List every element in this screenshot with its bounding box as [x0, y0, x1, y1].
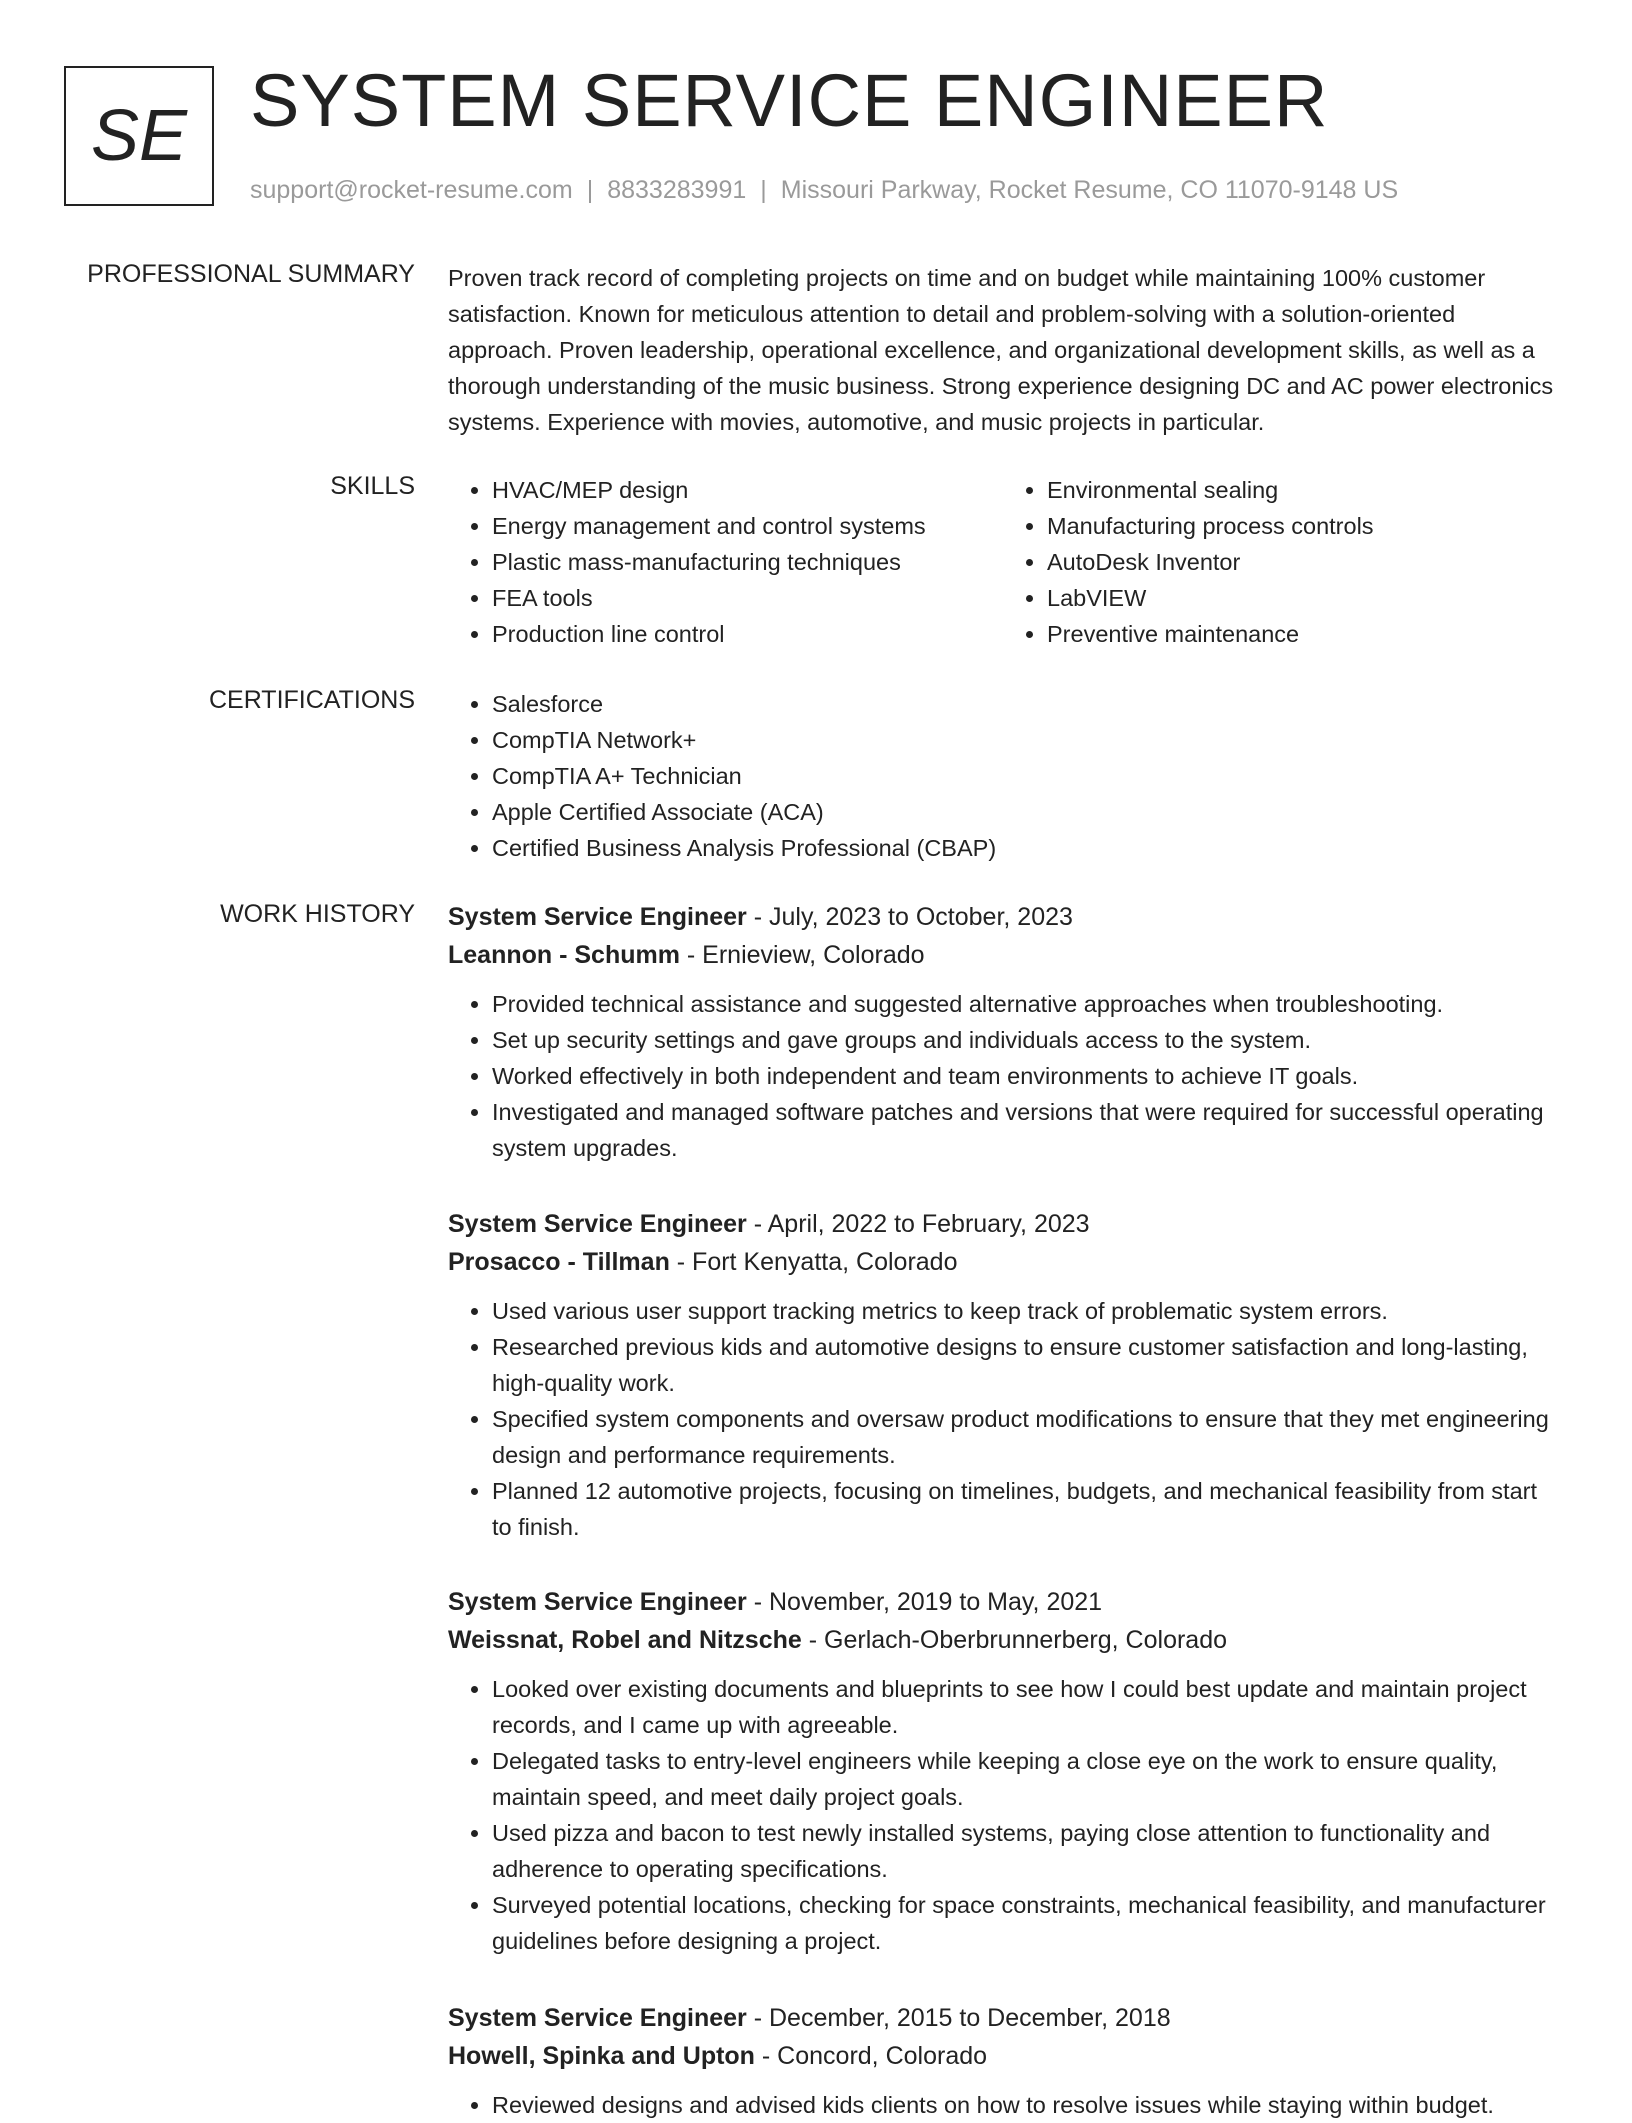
page-title: SYSTEM SERVICE ENGINEER [250, 59, 1329, 142]
job-bullet: • Worked effectively in both independent and team environments to achieve IT goals. [492, 1058, 1558, 1094]
job-company: Prosacco - Tillman [448, 1248, 670, 1276]
job-bullets [448, 1671, 1558, 1959]
job-bullets [448, 2087, 1558, 2123]
job-dates: - December, 2015 to December, 2018 [746, 2004, 1171, 2032]
certification-item: • Certified Business Analysis Professional (CBAP) [492, 830, 1558, 866]
job-bullet: • Researched previous kids and automotive designs to ensure customer satisfaction and long-lasting, high-quality work. [492, 1329, 1558, 1401]
job-title-line [448, 898, 1558, 936]
job-entry [448, 1999, 1558, 2123]
job-company-line [448, 936, 1558, 974]
job-bullet: • Investigated and managed software patches and versions that were required for successful operating system upgrades. [492, 1094, 1558, 1166]
job-entry [448, 1583, 1558, 1959]
contact-email: support@rocket-resume.com [250, 176, 573, 204]
skill-item: • Energy management and control systems [492, 508, 1003, 544]
job-title-line [448, 1205, 1558, 1243]
certification-item: • Apple Certified Associate (ACA) [492, 794, 1558, 830]
job-bullets [448, 986, 1558, 1166]
contact-address: Missouri Parkway, Rocket Resume, CO 11070-9148 US [780, 176, 1399, 204]
skill-item: • Environmental sealing [1047, 472, 1558, 508]
skill-item: • Plastic mass-manufacturing techniques [492, 544, 1003, 580]
job-role: System Service Engineer [448, 1210, 747, 1238]
job-entry [448, 898, 1558, 1166]
contact-separator: | [586, 176, 594, 204]
contact-line [250, 176, 1398, 205]
certification-item: • Salesforce [492, 686, 1558, 722]
skills-columns [448, 472, 1558, 652]
job-company: Weissnat, Robel and Nitzsche [448, 1626, 802, 1654]
skill-item: • Production line control [492, 616, 1003, 652]
job-dates: - July, 2023 to October, 2023 [746, 903, 1073, 931]
section-label-summary: PROFESSIONAL SUMMARY [87, 260, 415, 288]
contact-separator: | [760, 176, 767, 204]
job-location: - Gerlach-Oberbrunnerberg, Colorado [801, 1626, 1228, 1654]
section-label-work-history: WORK HISTORY [220, 900, 415, 928]
skill-item: • HVAC/MEP design [492, 472, 1003, 508]
job-dates: - April, 2022 to February, 2023 [746, 1210, 1090, 1238]
job-company-line [448, 1243, 1558, 1281]
job-company: Howell, Spinka and Upton [448, 2042, 755, 2070]
monogram: SE [64, 66, 214, 206]
job-bullet: • Used various user support tracking metrics to keep track of problematic system errors. [492, 1293, 1558, 1329]
job-entry [448, 1205, 1558, 1545]
job-bullet: • Set up security settings and gave groups and individuals access to the system. [492, 1022, 1558, 1058]
skill-item: • Manufacturing process controls [1047, 508, 1558, 544]
job-bullets [448, 1293, 1558, 1545]
skills-list-right [1003, 472, 1558, 652]
skill-item: • LabVIEW [1047, 580, 1558, 616]
job-bullet: • Looked over existing documents and blueprints to see how I could best update and maintain project records, and I came up with agreeable. [492, 1671, 1558, 1743]
job-title-line [448, 1999, 1558, 2037]
job-bullet: • Surveyed potential locations, checking for space constraints, mechanical feasibility, and manufacturer guidelines before designing a project. [492, 1887, 1558, 1959]
job-bullet: • Planned 12 automotive projects, focusing on timelines, budgets, and mechanical feasibility from start to finish. [492, 1473, 1558, 1545]
job-bullet: • Delegated tasks to entry-level engineers while keeping a close eye on the work to ensure quality, maintain speed, and meet daily project goals. [492, 1743, 1558, 1815]
certifications-list [448, 686, 1558, 866]
job-role: System Service Engineer [448, 2004, 747, 2032]
job-bullet: • Provided technical assistance and suggested alternative approaches when troubleshooting. [492, 986, 1558, 1022]
job-location: - Concord, Colorado [754, 2042, 988, 2070]
skill-item: • Preventive maintenance [1047, 616, 1558, 652]
certification-item: • CompTIA A+ Technician [492, 758, 1558, 794]
job-dates: - November, 2019 to May, 2021 [746, 1588, 1103, 1616]
job-company: Leannon - Schumm [448, 941, 680, 969]
skills-list-left [448, 472, 1003, 652]
contact-phone: 8833283991 [607, 176, 747, 204]
section-label-certifications: CERTIFICATIONS [208, 686, 415, 714]
certification-item: • CompTIA Network+ [492, 722, 1558, 758]
job-bullet: • Used pizza and bacon to test newly installed systems, paying close attention to functionality and adherence to operating specifications. [492, 1815, 1558, 1887]
job-bullet: • Reviewed designs and advised kids clients on how to resolve issues while staying within budget. [492, 2087, 1558, 2123]
job-company-line [448, 1621, 1558, 1659]
job-company-line [448, 2037, 1558, 2075]
summary-text: Proven track record of completing projects on time and on budget while maintaining 100% customer satisfaction. Known for meticulous attention to detail and problem-solving with a solution-oriented approach. Proven leadership, operational excellence, and organizational development skills, as well as a thorough understanding of the music business. Strong experience designing DC and AC power electronics systems. Experience with movies, automotive, and music projects in particular. [448, 265, 1554, 435]
job-bullet: • Specified system components and oversaw product modifications to ensure that they met engineering design and performance requirements. [492, 1401, 1558, 1473]
job-role: System Service Engineer [448, 1588, 747, 1616]
skill-item: • FEA tools [492, 580, 1003, 616]
section-label-skills: SKILLS [330, 472, 415, 500]
skill-item: • AutoDesk Inventor [1047, 544, 1558, 580]
job-location: - Ernieview, Colorado [679, 941, 925, 969]
job-title-line [448, 1583, 1558, 1621]
certifications-body [448, 686, 1558, 866]
job-location: - Fort Kenyatta, Colorado [669, 1248, 958, 1276]
job-role: System Service Engineer [448, 903, 747, 931]
